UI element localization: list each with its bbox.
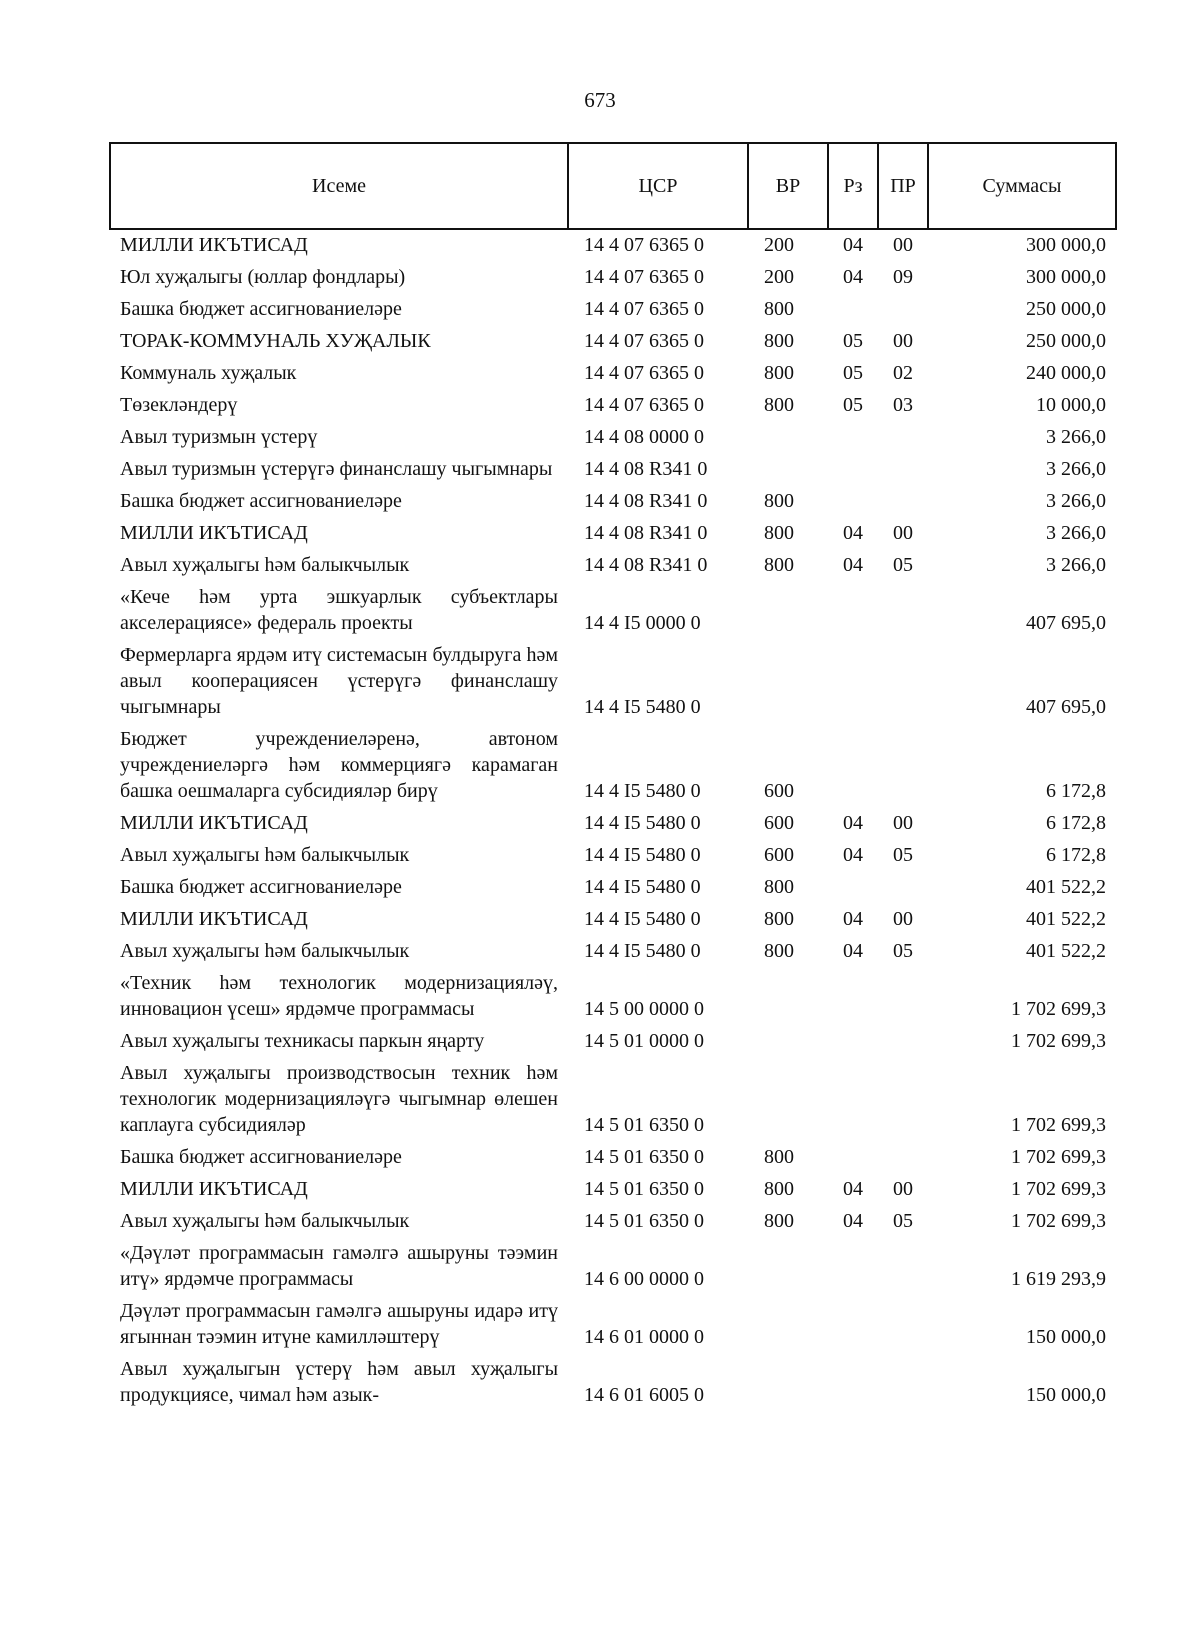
table-row <box>110 1058 1116 1142</box>
cell-pr: 00 <box>893 234 913 256</box>
cell-sum: 10 000,0 <box>1036 394 1106 416</box>
cell-csr: 14 6 00 0000 0 <box>584 1268 704 1290</box>
cell-pr: 05 <box>893 1210 913 1232</box>
cell-csr: 14 5 01 6350 0 <box>584 1146 704 1168</box>
cell-vr: 800 <box>764 522 794 544</box>
cell-rz <box>828 724 878 808</box>
cell-name: Коммуналь хуҗалык <box>120 362 297 384</box>
table-row <box>110 390 1116 422</box>
cell-vr: 800 <box>764 362 794 384</box>
cell-vr <box>748 1058 828 1142</box>
cell-sum: 1 702 699,3 <box>1011 1178 1106 1200</box>
cell-vr: 200 <box>764 234 794 256</box>
cell-pr <box>878 1142 928 1174</box>
table-row <box>110 808 1116 840</box>
cell-vr <box>748 1296 828 1354</box>
cell-csr: 14 4 08 R341 0 <box>584 522 708 544</box>
cell-rz <box>828 1058 878 1142</box>
header-name: Исеме <box>110 143 568 229</box>
cell-csr: 14 4 I5 5480 0 <box>584 696 701 718</box>
cell-rz: 04 <box>843 522 863 544</box>
cell-vr: 800 <box>764 908 794 930</box>
cell-csr: 14 6 01 6005 0 <box>584 1384 704 1406</box>
table-row <box>110 1238 1116 1296</box>
cell-csr: 14 4 I5 5480 0 <box>584 908 701 930</box>
cell-rz: 04 <box>843 554 863 576</box>
cell-vr <box>748 454 828 486</box>
cell-sum: 407 695,0 <box>1026 612 1106 634</box>
cell-name: Авыл хуҗалыгы һәм балыкчылык <box>120 940 410 962</box>
cell-sum: 1 702 699,3 <box>1011 1030 1106 1052</box>
cell-rz: 05 <box>843 362 863 384</box>
cell-name: МИЛЛИ ИКЪТИСАД <box>120 522 308 544</box>
table-row <box>110 486 1116 518</box>
cell-sum: 1 702 699,3 <box>1011 998 1106 1020</box>
table-row <box>110 1206 1116 1238</box>
table-row <box>110 229 1116 262</box>
cell-sum: 401 522,2 <box>1026 940 1106 962</box>
cell-csr: 14 4 07 6365 0 <box>584 330 704 352</box>
cell-rz: 05 <box>843 330 863 352</box>
cell-vr: 800 <box>764 1178 794 1200</box>
cell-sum: 6 172,8 <box>1046 844 1106 866</box>
cell-csr: 14 4 I5 5480 0 <box>584 940 701 962</box>
cell-sum: 1 702 699,3 <box>1011 1210 1106 1232</box>
cell-rz <box>828 640 878 724</box>
table-row <box>110 518 1116 550</box>
cell-sum: 401 522,2 <box>1026 876 1106 898</box>
cell-csr: 14 4 08 R341 0 <box>584 490 708 512</box>
cell-vr: 800 <box>764 330 794 352</box>
cell-pr <box>878 872 928 904</box>
cell-rz: 04 <box>843 266 863 288</box>
cell-name: Авыл хуҗалыгы һәм балыкчылык <box>120 844 410 866</box>
cell-rz: 04 <box>843 940 863 962</box>
cell-vr: 800 <box>764 940 794 962</box>
cell-rz <box>828 454 878 486</box>
cell-name: Башка бюджет ассигнованиеләре <box>120 490 402 512</box>
cell-vr: 800 <box>764 1210 794 1232</box>
cell-pr <box>878 582 928 640</box>
cell-vr <box>748 968 828 1026</box>
cell-name: Авыл туризмын үстерү <box>120 426 318 448</box>
cell-sum: 300 000,0 <box>1026 266 1106 288</box>
cell-rz: 04 <box>843 1210 863 1232</box>
header-pr: ПР <box>878 143 928 229</box>
cell-pr <box>878 1296 928 1354</box>
cell-csr: 14 4 08 R341 0 <box>584 458 708 480</box>
cell-name: ТОРАК-КОММУНАЛЬ ХУҖАЛЫК <box>120 330 431 352</box>
cell-vr: 600 <box>764 812 794 834</box>
table-row <box>110 294 1116 326</box>
cell-csr: 14 4 07 6365 0 <box>584 266 704 288</box>
cell-sum: 300 000,0 <box>1026 234 1106 256</box>
cell-rz: 04 <box>843 1178 863 1200</box>
table-row <box>110 1296 1116 1354</box>
cell-name: «Техник һәм технологик модернизацияләү, инновацион үсеш» ярдәмче программасы <box>120 972 558 1020</box>
cell-name: Авыл туризмын үстерүгә финанслашу чыгымнары <box>120 458 553 480</box>
cell-name: Авыл хуҗалыгы һәм балыкчылык <box>120 1210 410 1232</box>
cell-csr: 14 4 08 0000 0 <box>584 426 704 448</box>
cell-rz <box>828 422 878 454</box>
cell-sum: 6 172,8 <box>1046 812 1106 834</box>
cell-rz: 04 <box>843 908 863 930</box>
cell-pr <box>878 454 928 486</box>
cell-pr: 00 <box>893 908 913 930</box>
cell-csr: 14 5 00 0000 0 <box>584 998 704 1020</box>
cell-pr: 05 <box>893 554 913 576</box>
cell-pr <box>878 486 928 518</box>
cell-name: Авыл хуҗалыгы производствосын техник һәм технологик модернизацияләүгә чыгымнар өлешен каплауга субсидияләр <box>120 1062 558 1136</box>
header-sum: Суммасы <box>928 143 1116 229</box>
table-row <box>110 640 1116 724</box>
table-row <box>110 724 1116 808</box>
cell-vr: 800 <box>764 298 794 320</box>
cell-pr: 00 <box>893 330 913 352</box>
cell-vr <box>748 1354 828 1412</box>
cell-name: «Кече һәм урта эшкуарлык субъектлары акселерациясе» федераль проекты <box>120 586 558 634</box>
cell-vr: 600 <box>764 780 794 802</box>
cell-pr <box>878 1238 928 1296</box>
cell-name: «Дәүләт программасын гамәлгә ашыруны тәэмин итү» ярдәмче программасы <box>120 1242 558 1290</box>
cell-pr: 05 <box>893 844 913 866</box>
table-row <box>110 1142 1116 1174</box>
cell-pr: 00 <box>893 1178 913 1200</box>
table-row <box>110 326 1116 358</box>
cell-sum: 3 266,0 <box>1046 522 1106 544</box>
cell-sum: 407 695,0 <box>1026 696 1106 718</box>
cell-vr: 800 <box>764 554 794 576</box>
cell-rz: 04 <box>843 234 863 256</box>
cell-name: Фермерларга ярдәм итү системасын булдыруга һәм авыл кооперациясен үстерүгә финанслашу чыгымнары <box>120 644 558 718</box>
table-row <box>110 872 1116 904</box>
cell-pr: 00 <box>893 522 913 544</box>
cell-name: Башка бюджет ассигнованиеләре <box>120 876 402 898</box>
cell-pr <box>878 968 928 1026</box>
table-row <box>110 904 1116 936</box>
cell-csr: 14 5 01 6350 0 <box>584 1178 704 1200</box>
cell-pr: 05 <box>893 940 913 962</box>
cell-vr <box>748 422 828 454</box>
cell-vr: 800 <box>764 1146 794 1168</box>
cell-pr: 00 <box>893 812 913 834</box>
cell-name: Дәүләт программасын гамәлгә ашыруны идарә итү ягыннан тәэмин итүне камилләштерү <box>120 1300 558 1348</box>
cell-sum: 1 702 699,3 <box>1011 1114 1106 1136</box>
table-row <box>110 422 1116 454</box>
cell-sum: 3 266,0 <box>1046 490 1106 512</box>
cell-name: Төзекләндерү <box>120 394 238 416</box>
cell-vr: 200 <box>764 266 794 288</box>
cell-name: Юл хуҗалыгы (юллар фондлары) <box>120 266 406 288</box>
cell-csr: 14 4 08 R341 0 <box>584 554 708 576</box>
cell-vr <box>748 582 828 640</box>
header-rz: Рз <box>828 143 878 229</box>
cell-sum: 3 266,0 <box>1046 426 1106 448</box>
table-row <box>110 936 1116 968</box>
cell-vr: 800 <box>764 490 794 512</box>
cell-pr: 02 <box>893 362 913 384</box>
cell-name: Бюджет учреждениеләренә, автоном учреждениеләргә һәм коммерциягә карамаган башка оешмаларга субсидияләр бирү <box>120 728 558 802</box>
cell-pr <box>878 640 928 724</box>
table-body <box>110 229 1116 1412</box>
cell-vr <box>748 640 828 724</box>
cell-csr: 14 4 I5 5480 0 <box>584 812 701 834</box>
cell-rz <box>828 872 878 904</box>
table-row <box>110 262 1116 294</box>
cell-sum: 401 522,2 <box>1026 908 1106 930</box>
table-row <box>110 968 1116 1026</box>
cell-rz <box>828 1142 878 1174</box>
cell-pr <box>878 1058 928 1142</box>
cell-pr: 09 <box>893 266 913 288</box>
table-row <box>110 1026 1116 1058</box>
cell-vr <box>748 1238 828 1296</box>
cell-sum: 150 000,0 <box>1026 1384 1106 1406</box>
cell-pr <box>878 422 928 454</box>
cell-vr: 800 <box>764 876 794 898</box>
cell-rz: 04 <box>843 812 863 834</box>
cell-vr <box>748 1026 828 1058</box>
cell-rz <box>828 1354 878 1412</box>
table-row <box>110 582 1116 640</box>
cell-rz: 05 <box>843 394 863 416</box>
cell-vr: 800 <box>764 394 794 416</box>
cell-pr: 03 <box>893 394 913 416</box>
cell-csr: 14 4 I5 5480 0 <box>584 780 701 802</box>
page-number: 673 <box>584 88 616 112</box>
cell-csr: 14 5 01 0000 0 <box>584 1030 704 1052</box>
cell-rz <box>828 294 878 326</box>
cell-csr: 14 5 01 6350 0 <box>584 1210 704 1232</box>
cell-sum: 240 000,0 <box>1026 362 1106 384</box>
cell-name: Башка бюджет ассигнованиеләре <box>120 1146 402 1168</box>
header-vr: ВР <box>748 143 828 229</box>
cell-rz <box>828 1026 878 1058</box>
cell-csr: 14 4 07 6365 0 <box>584 394 704 416</box>
cell-sum: 6 172,8 <box>1046 780 1106 802</box>
table-row <box>110 1354 1116 1412</box>
cell-sum: 3 266,0 <box>1046 458 1106 480</box>
table-header <box>110 143 1116 229</box>
cell-sum: 3 266,0 <box>1046 554 1106 576</box>
cell-name: МИЛЛИ ИКЪТИСАД <box>120 1178 308 1200</box>
cell-name: Авыл хуҗалыгын үстерү һәм авыл хуҗалыгы продукциясе, чимал һәм азык- <box>120 1358 558 1406</box>
cell-csr: 14 4 07 6365 0 <box>584 362 704 384</box>
table-row <box>110 454 1116 486</box>
cell-csr: 14 6 01 0000 0 <box>584 1326 704 1348</box>
budget-table <box>109 142 1117 1412</box>
cell-name: Авыл хуҗалыгы һәм балыкчылык <box>120 554 410 576</box>
cell-csr: 14 4 I5 5480 0 <box>584 876 701 898</box>
cell-csr: 14 5 01 6350 0 <box>584 1114 704 1136</box>
cell-pr <box>878 724 928 808</box>
cell-rz <box>828 968 878 1026</box>
cell-vr: 600 <box>764 844 794 866</box>
cell-name: МИЛЛИ ИКЪТИСАД <box>120 812 308 834</box>
cell-sum: 1 702 699,3 <box>1011 1146 1106 1168</box>
cell-name: МИЛЛИ ИКЪТИСАД <box>120 908 308 930</box>
cell-rz: 04 <box>843 844 863 866</box>
cell-rz <box>828 582 878 640</box>
cell-rz <box>828 1238 878 1296</box>
cell-csr: 14 4 07 6365 0 <box>584 298 704 320</box>
table-row <box>110 1174 1116 1206</box>
table-row <box>110 358 1116 390</box>
cell-sum: 250 000,0 <box>1026 298 1106 320</box>
cell-sum: 150 000,0 <box>1026 1326 1106 1348</box>
cell-csr: 14 4 I5 0000 0 <box>584 612 701 634</box>
table-row <box>110 840 1116 872</box>
cell-csr: 14 4 I5 5480 0 <box>584 844 701 866</box>
cell-sum: 1 619 293,9 <box>1011 1268 1106 1290</box>
cell-name: МИЛЛИ ИКЪТИСАД <box>120 234 308 256</box>
cell-pr <box>878 1026 928 1058</box>
cell-csr: 14 4 07 6365 0 <box>584 234 704 256</box>
cell-name: Авыл хуҗалыгы техникасы паркын яңарту <box>120 1030 485 1052</box>
table-row <box>110 550 1116 582</box>
cell-sum: 250 000,0 <box>1026 330 1106 352</box>
cell-name: Башка бюджет ассигнованиеләре <box>120 298 402 320</box>
cell-rz <box>828 486 878 518</box>
header-csr: ЦСР <box>568 143 748 229</box>
cell-pr <box>878 1354 928 1412</box>
cell-pr <box>878 294 928 326</box>
cell-rz <box>828 1296 878 1354</box>
